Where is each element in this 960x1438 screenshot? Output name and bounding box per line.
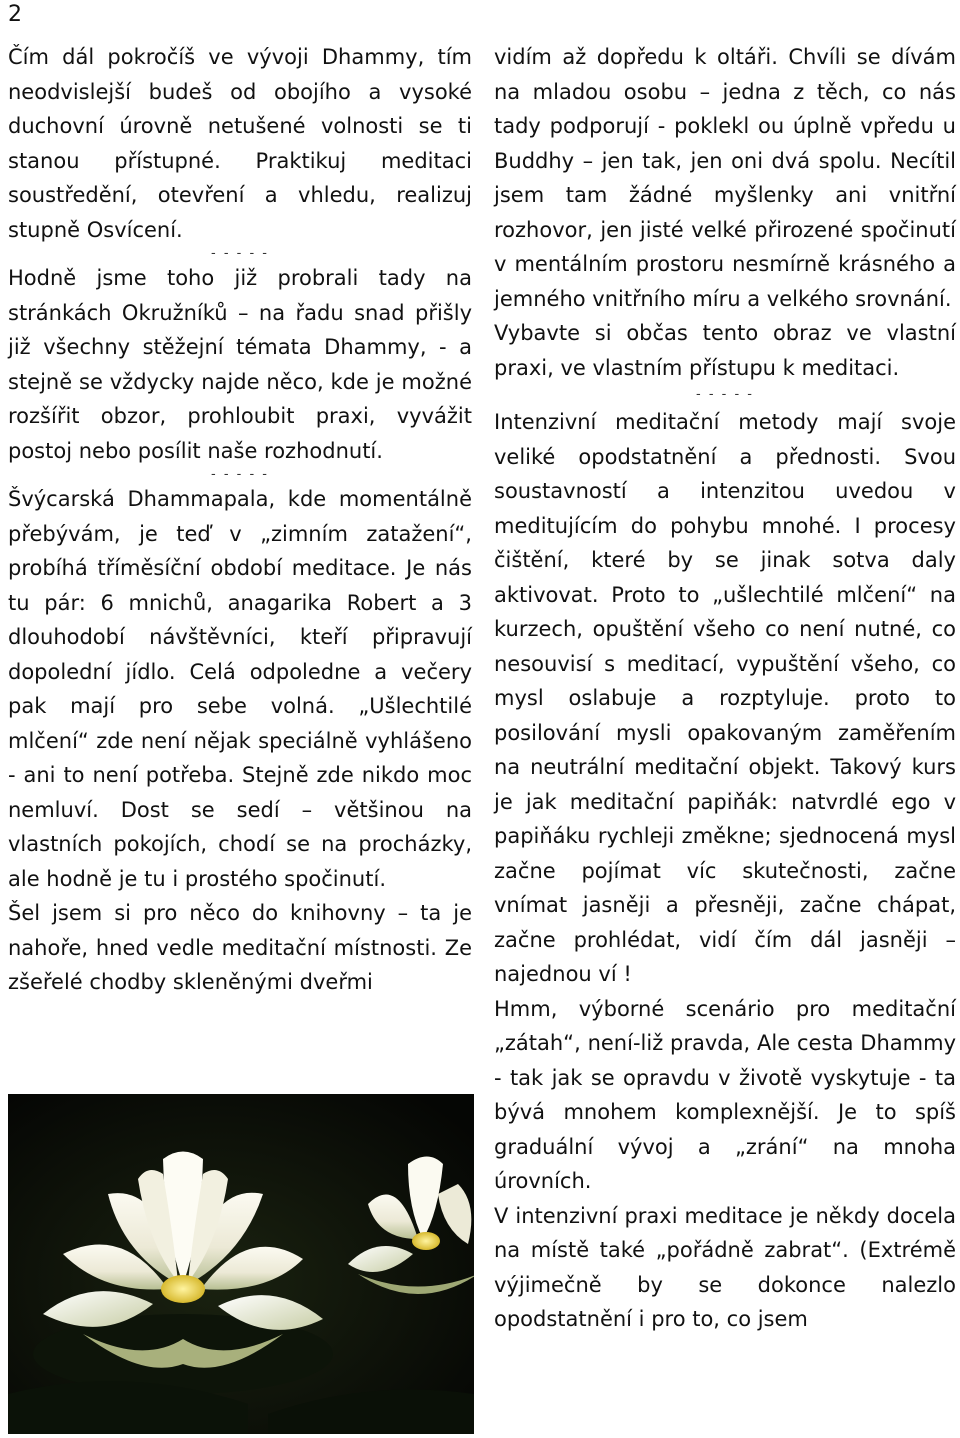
paragraph: Hmm, výborné scenário pro meditační „zátah“, není-liž pravda, Ale cesta Dhammy - tak jak se opravdu v životě vyskytuje - ta bývá mnohem komplexnější. Je to spíš graduální vývoj a „zrání“ na mnoha úrovních. [494, 996, 956, 1193]
paragraph: Švýcarská Dhammapala, kde momentálně přebývám, je teď v „zimním zatažení“, probíhá tříměsíční období meditace. Je nás tu pár: 6 mnichů, anagarika Robert a 3 dlouhodobí návštěvníci, kteří připravují dopolední jídlo. Celá odpoledne a večery pak mají pro sebe volná. „Ušlechtilé mlčení“ zde není nějak speciálně vyhlášeno - ani to není potřeba. Stejně zde nikdo moc nemluví. Dost se sedí – většinou na vlastních pokojích, chodí se na procházky, ale hodně je tu i prostého spočinutí. [8, 487, 472, 891]
page-number: 2 [8, 2, 22, 27]
section-separator: - - - - - [211, 246, 269, 261]
white-water-lily-photo [8, 1094, 474, 1434]
paragraph: Hodně jsme toho již probrali tady na stránkách Okružníků – na řadu snad přišly již všechny stěžejní témata Dhammy, - a stejně se vždycky najde něco, kde je možné rozšířit obzor, prohloubit praxi, vyvážit postoj nebo posílit naše rozhodnutí. [8, 266, 472, 463]
section-separator: - - - - - [696, 387, 754, 402]
paragraph: Vybavte si občas tento obraz ve vlastní praxi, ve vlastním přístupu k meditaci. [494, 321, 956, 380]
paragraph: V intenzivní praxi meditace je někdy docela na místě také „pořádně zabrat“. (Extrémě výjimečně by se dokonce nalezlo opodstatnění i pro to, co jsem [494, 1203, 956, 1331]
right-column [494, 40, 956, 1337]
paragraph: Intenzivní meditační metody mají svoje veliké opodstatnění a přednosti. Svou soustavností a intenzitou uvedou v meditujícím do pohybu mnohé. I procesy čištění, které by se jinak sotva daly aktivovat. Proto to „ušlechtilé mlčení“ na kurzech, opuštění všeho co není nutné, co nesouvisí s meditací, vypuštění všeho, co mysl oslabuje a rozptyluje. proto to posilování mysli opakovaným zaměřením na neutrální meditační objekt. Takový kurs je jak meditační papiňák: natvrdlé ego v papiňáku rychleji změkne; sjednocená mysl začne pojímat víc skutečnosti, začne vnímat jasněji a přesněji, začne chápat, začne prohlédat, vidí čím dál jasněji – najednou ví ! [494, 410, 956, 986]
paragraph: Čím dál pokročíš ve vývoji Dhammy, tím neodvislejší budeš od obojího a vysoké duchovní úrovně netušené volnosti se ti stanou přístupné. Praktikuj meditaci soustředění, otevření a vhledu, realizuj stupně Osvícení. [8, 45, 472, 242]
left-column [8, 40, 472, 1000]
section-separator: - - - - - [211, 467, 269, 482]
paragraph: vidím až dopředu k oltáři. Chvíli se dívám na mladou osobu – jedna z těch, co nás tady podporují - poklekl ou úplně vpředu u Buddhy – jen tak, jen oni dvá spolu. Necítil jsem tam žádné myšlenky ani vnitřní rozhovor, jen jisté velké přirozené spočinutí v mentálním prostoru nesmírně krásného a jemného vnitřního míru a velkého srovnání. [494, 45, 956, 311]
water-lily-illustration [8, 1094, 474, 1434]
paragraph: Šel jsem si pro něco do knihovny – ta je nahoře, hned vedle meditační místnosti. Ze zšeřelé chodby skleněnými dveřmi [8, 901, 472, 994]
